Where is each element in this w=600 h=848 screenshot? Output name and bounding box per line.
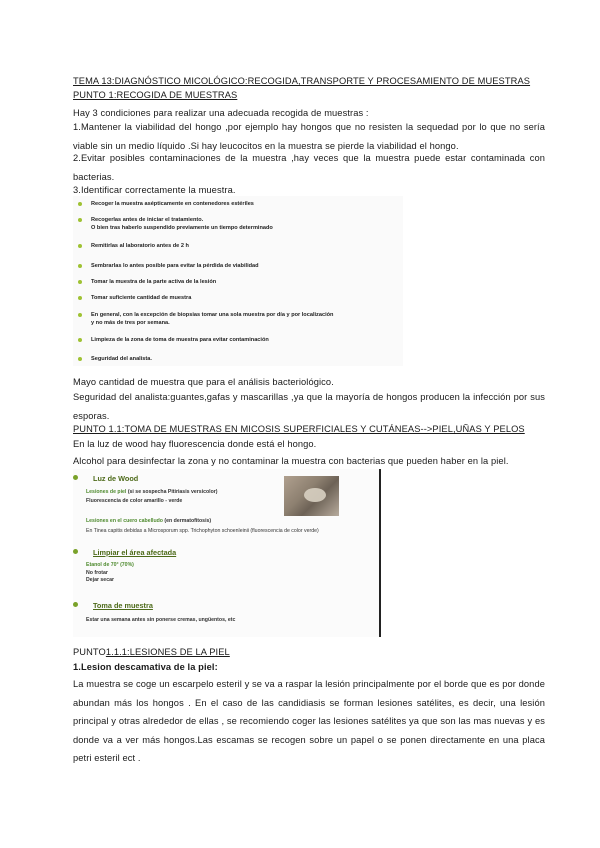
section-heading-micosis: PUNTO 1.1:TOMA DE MUESTRAS EN MICOSIS SUPERFICIALES Y CUTÁNEAS-->PIEL,UÑAS Y PELOS (73, 424, 525, 434)
bullet-icon (78, 296, 82, 300)
bullet-icon (78, 280, 82, 284)
wood-line: Fluorescencia de color amarillo - verde (86, 498, 183, 504)
sample-title: Toma de muestra (83, 601, 153, 610)
bullet-icon (78, 202, 82, 206)
sub-heading-descamativa: 1.Lesion descamativa de la piel: (73, 662, 218, 672)
bullet-icon (73, 475, 78, 480)
bullet-icon (73, 549, 78, 554)
skin-lesion-photo (284, 476, 339, 516)
wood-title: Luz de Wood (83, 474, 138, 483)
sample-line: Estar una semana antes sin ponerse cremas, ungüentos, etc (86, 617, 236, 623)
condition-2: 2.Evitar posibles contaminaciones de la muestra ,hay veces que la muestra puede estar contaminada con bacterias. (73, 153, 545, 182)
condition-1: 1.Mantener la viabilidad del hongo ,por ejemplo hay hongos que no resisten la sequedad por lo que no sería viable sin un medio líquido .Si hay leucocitos en la muestra se pierde la viabilidad el hongo. (73, 122, 545, 151)
bullet-icon (78, 313, 82, 317)
bullet-icon (78, 218, 82, 222)
sampling-checklist-image: Recoger la muestra asépticamente en contenedores estériles Recogerlas antes de iniciar el tratamiento. O bien tras haberlo suspendido previamente un tiempo determinado Remitirlas al laboratorio antes de 2 h Sembrarlas lo antes posible para evitar la pérdida de viabilidad Tomar la muestra de la parte activa de la lesión Tomar suficiente cantidad de muestra En general, con la excepción de biopsias tomar una sola muestra por día y por localización y no más de tres por semana. Limpieza de la zona de toma de muestra para evitar contaminación Seguridad del analista. (73, 196, 403, 366)
section-heading-recogida: PUNTO 1:RECOGIDA DE MUESTRAS (73, 90, 238, 100)
paragraph-wood: En la luz de wood hay fluorescencia donde está el hongo. (73, 439, 317, 449)
clean-line: Etanol de 70° (70%) (86, 562, 134, 568)
paragraph-descamativa: La muestra se coge un escarpelo esteril y se va a raspar la lesión principalmente por el borde que es por donde abundan más los hongos . En el caso de las candidiasis se forman lesiones satélites, es decir, una lesión principal y otras alrededor de ellas , se recomiendo coger las lesiones satélites ya que son las mas nuevas y es donde va a ver más hongos.Las escamas se recogen sobre un papel o se ponen directamente en una placa petri esteril ect . (73, 679, 545, 763)
condition-3: 3.Identificar correctamente la muestra. (73, 185, 236, 195)
bullet-icon (78, 357, 82, 361)
clean-line: No frotar (86, 570, 108, 576)
paragraph-seguridad: Seguridad del analista:guantes,gafas y mascarillas ,ya que la mayoría de hongos producen la infección por sus esporas. (73, 392, 545, 421)
bullet-icon (73, 602, 78, 607)
bullet-icon (78, 338, 82, 342)
clean-title: Limpiar el área afectada (83, 548, 176, 557)
wood-line: Lesiones de piel (si se sospecha Pitiriasis versicolor) (86, 489, 218, 495)
wood-line: Lesiones en el cuero cabelludo (en dermatofitosis) (86, 518, 212, 524)
topic-title: TEMA 13:DIAGNÓSTICO MICOLÓGICO:RECOGIDA,TRANSPORTE Y PROCESAMIENTO DE MUESTRAS (73, 76, 531, 86)
bullet-icon (78, 264, 82, 268)
paragraph-cantidad: Mayo cantidad de muestra que para el análisis bacteriológico. (73, 377, 334, 387)
intro-paragraph: Hay 3 condiciones para realizar una adecuada recogida de muestras : (73, 108, 369, 118)
clean-line: Dejar secar (86, 577, 114, 583)
section-heading-lesiones: PUNTO1.1.1:LESIONES DE LA PIEL (73, 647, 230, 657)
wood-light-image (73, 469, 381, 637)
wood-line: En Tinea capitis debidas a Microsporum spp. Trichophyton schoenleinii (fluorescencia de color verde) (86, 528, 319, 534)
paragraph-alcohol: Alcohol para desinfectar la zona y no contaminar la muestra con bacterias que pueden haber en la piel. (73, 456, 509, 466)
bullet-icon (78, 244, 82, 248)
